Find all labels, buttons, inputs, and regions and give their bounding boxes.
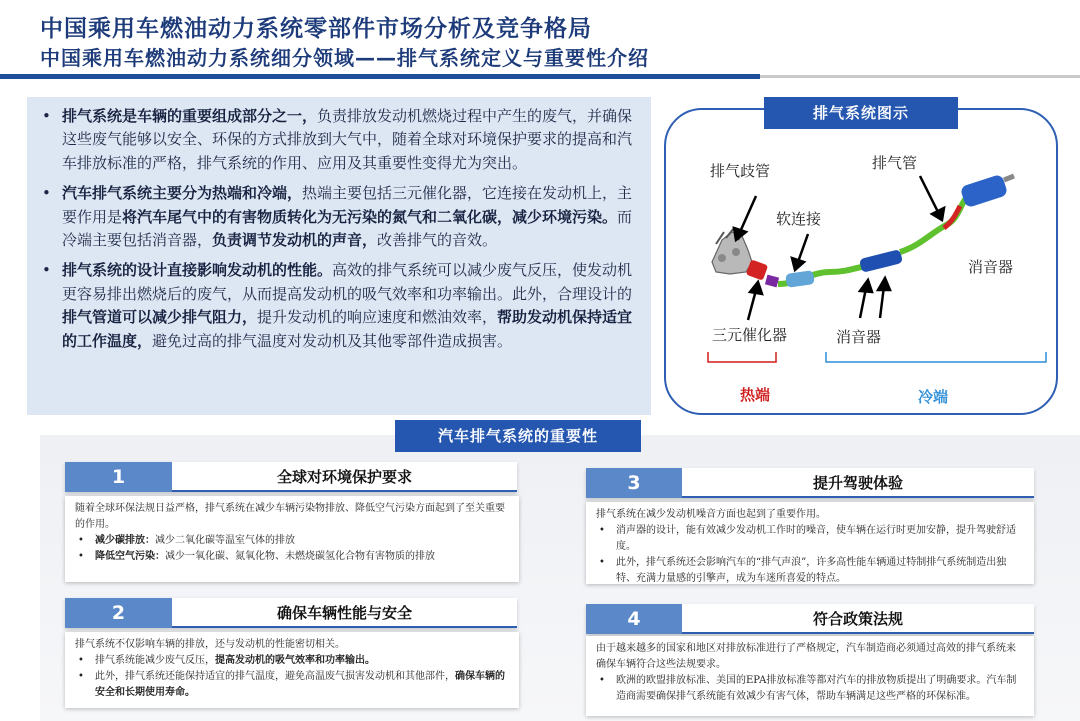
intro-bold: 排气系统是车辆的重要组成部分之一， (62, 107, 318, 125)
intro-text: 高效的排气系统可以减少废气反压，使发动机更容易排出燃烧后的废气，从而提高发动机的吸气效率和功率输出。此外，合理设计的 (62, 261, 633, 303)
item-text: 减少一氧化碳、氮氧化物、未燃烧碳氢化合物有害物质的排放 (165, 551, 435, 562)
intro-text: 避免过高的排气温度对发动机及其他零部件造成损害。 (152, 331, 513, 350)
intro-bold: 帮助发动机保持适宜的工作温度， (62, 308, 633, 350)
card-title: 全球对环境保护要求 (276, 468, 412, 486)
page-subtitle: 中国乘用车燃油动力系统细分领域——排气系统定义与重要性介绍 (40, 46, 649, 70)
manifold-part (712, 228, 752, 274)
item-text: 此外，排气系统还能保持适宜的排气温度，避免高温废气损害发动机和其他部件， (95, 671, 455, 682)
card-number: 4 (586, 604, 682, 634)
intro-text: 负责排放发动机燃烧过程中产生的废气，并确保这些废气能够以安全、环保的方式排放到大气中，随着全球对环境保护要求的提高和汽车排放标准的严格，排气系统的作用、应用及其重要性变得尤为突出。 (62, 107, 633, 172)
card-item (75, 669, 509, 701)
card-2-body (65, 632, 519, 708)
intro-text: 而冷端主要包括消音器， (62, 207, 633, 250)
item-bold: 降低空气污染： (95, 551, 165, 562)
page-title: 中国乘用车燃油动力系统零部件市场分析及竞争格局 (40, 16, 592, 42)
card-title: 确保车辆性能与安全 (276, 604, 412, 622)
card-number: 1 (65, 462, 172, 492)
label-muffler-right: 消音器 (968, 258, 1014, 276)
resonator (859, 249, 903, 273)
card-intro: 排气系统不仅影响车辆的排放，还与发动机的性能密切相关。 (75, 639, 345, 650)
label-hot-end: 热端 (740, 386, 771, 404)
item-text: 排气系统能减少废气反压， (95, 655, 215, 666)
intro-bold: 将汽车尾气中的有害物质转化为无污染的氮气和二氧化碳，减少环境污染。 (122, 207, 618, 226)
card-item: • 消声器的设计，能有效减少发动机工作时的噪音，使车辆在运行时更加安静，提升驾驶舒适度。 (596, 523, 1024, 555)
item-bold: 减少碳排放： (95, 535, 155, 546)
card-item (75, 533, 509, 549)
tailpipe (1004, 176, 1014, 180)
rear-muffler (960, 174, 1009, 209)
item-text: 减少二氧化碳等温室气体的排放 (155, 535, 295, 546)
card-4-header (586, 604, 1034, 634)
pipe-tail (900, 198, 966, 252)
intro-text: 改善排气的音效。 (377, 231, 498, 250)
muffler-small (785, 270, 815, 288)
label-cold-end: 冷端 (918, 388, 949, 406)
label-exhaust-pipe: 排气管 (872, 154, 918, 172)
intro-text: 提升发动机的响应速度和燃油效率， (257, 308, 498, 327)
card-number: 3 (586, 468, 682, 498)
label-flex-joint: 软连接 (776, 210, 822, 228)
label-muffler-bottom: 消音器 (836, 328, 882, 346)
card-intro: 由于越来越多的国家和地区对排放标准进行了严格规定，汽车制造商必须通过高效的排气系统来确保车辆符合这些法规要求。 (596, 643, 1016, 670)
hot-brace (708, 352, 776, 362)
card-title: 提升驾驶体验 (812, 474, 903, 492)
card-intro: 排气系统在减少发动机噪音方面也起到了重要作用。 (596, 509, 826, 520)
card-4-body (586, 636, 1034, 716)
card-item: • 此外，排气系统还会影响汽车的“排气声浪”，许多高性能车辆通过特制排气系统制造出独特、充满力量感的引擎声，成为车迷所喜爱的特点。 (596, 555, 1024, 587)
card-item (75, 653, 509, 669)
card-1-body (65, 496, 519, 582)
item-bold: 提高发动机的吸气效率和功率输出。 (215, 655, 375, 666)
intro-bold: 排气系统的设计直接影响发动机的性能。 (62, 261, 333, 280)
label-manifold: 排气歧管 (710, 162, 771, 180)
intro-bold: 负责调节发动机的声音， (212, 231, 378, 250)
card-item (75, 549, 509, 565)
card-title: 符合政策法规 (812, 610, 903, 628)
intro-bold: 排气管道可以减少排气阻力， (62, 308, 258, 327)
item-bold: 确保车辆的安全和长期使用寿命。 (95, 671, 505, 698)
card-3-body (586, 502, 1034, 584)
flex-joint-part (765, 275, 779, 288)
card-number: 2 (65, 598, 172, 628)
card-3-header (586, 468, 1034, 498)
intro-text: 热端主要包括三元催化器，它连接在发动机上，主要作用是 (62, 184, 633, 226)
label-catalyst: 三元催化器 (712, 326, 788, 344)
card-intro: 随着全球环保法规日益严格，排气系统在减少车辆污染物排放、降低空气污染方面起到了至关重要的作用。 (75, 503, 505, 530)
diagram-title: 排气系统图示 (764, 97, 958, 129)
cold-brace (826, 352, 1046, 362)
card-2-header (65, 598, 517, 628)
card-1-header (65, 462, 517, 492)
importance-title: 汽车排气系统的重要性 (395, 420, 641, 452)
intro-bold: 汽车排气系统主要分为热端和冷端， (62, 184, 303, 203)
card-item: • 欧洲的欧盟排放标准、美国的EPA排放标准等都对汽车的排放物质提出了明确要求。汽车制造商需要确保排气系统能有效减少有害气体，帮助车辆满足这些严格的环保标准。 (596, 673, 1024, 705)
